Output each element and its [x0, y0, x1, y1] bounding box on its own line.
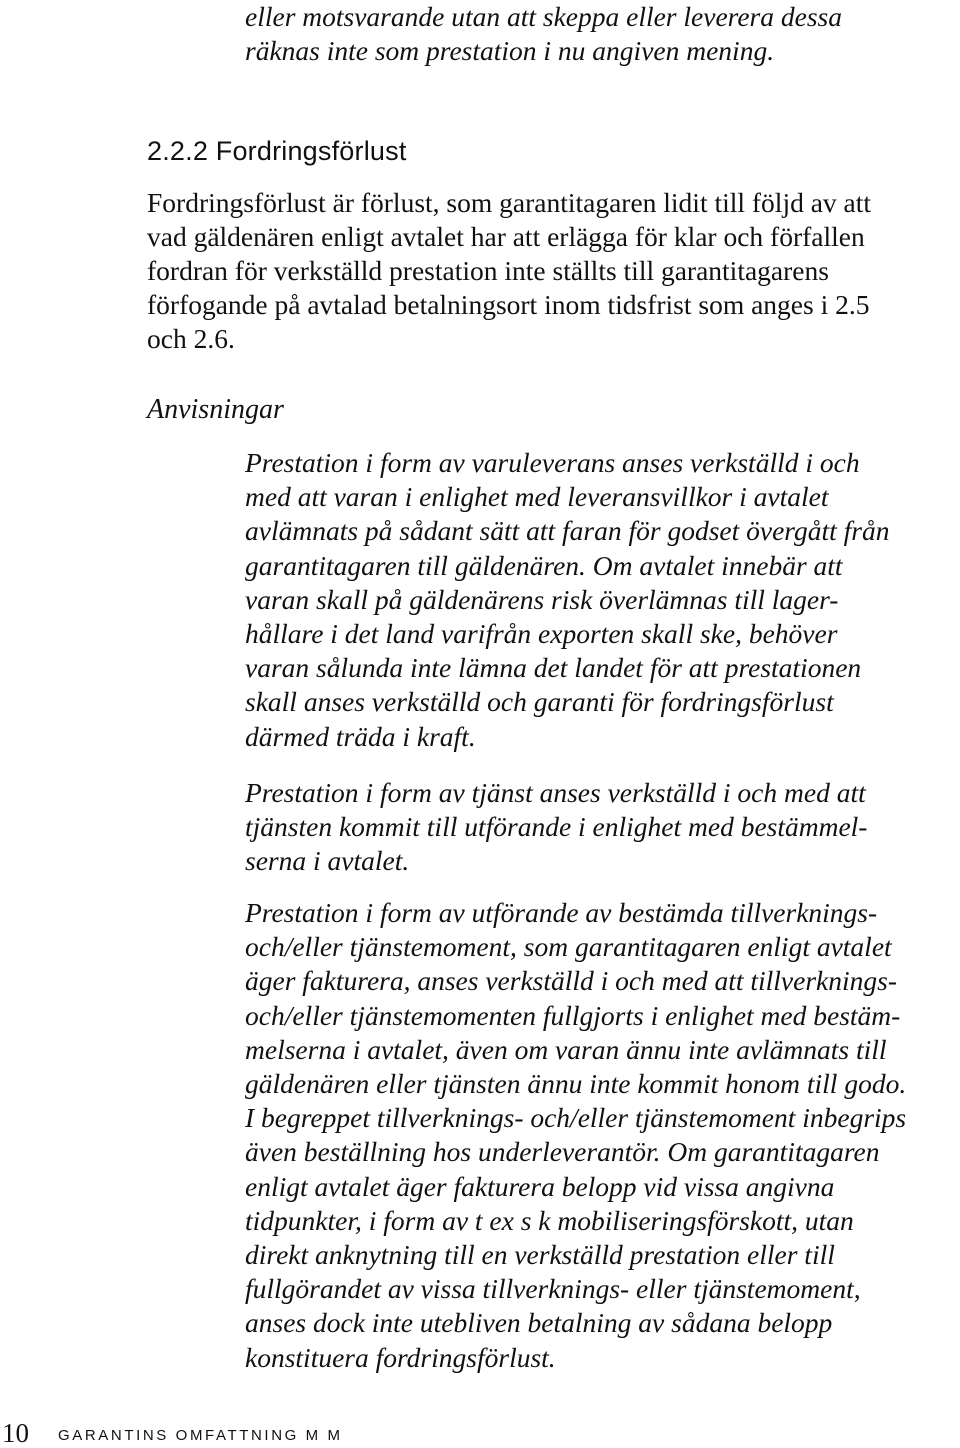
guidance-paragraph-manufacturing	[245, 896, 957, 1375]
guidance-line: och/eller tjänstemomenten fullgjorts i enlighet med bestäm-	[245, 999, 901, 1031]
guidance-line: gäldenären eller tjänsten ännu inte kommit honom till godo.	[245, 1068, 907, 1100]
intro-text	[245, 0, 945, 68]
guidance-line: tidpunkter, i form av t ex s k mobiliseringsförskott, utan	[245, 1204, 854, 1236]
section-heading: 2.2.2 Fordringsförlust	[147, 136, 407, 166]
definition-line: vad gäldenären enligt avtalet har att erlägga för klar och förfallen	[147, 221, 865, 252]
guidance-line: varan skall på gäldenärens risk överlämnas till lager-	[245, 583, 839, 615]
guidance-line: därmed träda i kraft.	[245, 720, 476, 752]
guidance-paragraph-service	[245, 776, 957, 879]
guidance-line: anses dock inte utebliven betalning av sådana belopp	[245, 1307, 833, 1339]
definition-line: och 2.6.	[147, 323, 235, 354]
guidance-line: melserna i avtalet, även om varan ännu inte avlämnats till	[245, 1033, 887, 1065]
guidance-line: och/eller tjänstemoment, som garantitagaren enligt avtalet	[245, 931, 892, 963]
definition-paragraph	[147, 186, 947, 356]
guidance-line: Prestation i form av utförande av bestämda tillverknings-	[245, 897, 878, 928]
guidance-line: hållare i det land varifrån exporten skall ske, behöver	[245, 618, 838, 650]
definition-line: förfogande på avtalad betalningsort inom tidsfrist som anges i 2.5	[147, 289, 870, 320]
page-number: 10	[2, 1418, 29, 1448]
guidance-line: varan sålunda inte lämna det landet för att prestationen	[245, 652, 862, 684]
guidance-line: konstituera fordringsförlust.	[245, 1341, 556, 1373]
guidance-line: med att varan i enlighet med leveransvillkor i avtalet	[245, 481, 829, 513]
guidance-line: I begreppet tillverknings- och/eller tjänstemoment inbegrips	[245, 1102, 907, 1134]
guidance-line: skall anses verkställd och garanti för fordringsförlust	[245, 686, 834, 718]
guidance-line: garantitagaren till gäldenären. Om avtalet innebär att	[245, 549, 843, 581]
intro-line: eller motsvarande utan att skeppa eller leverera dessa	[245, 1, 842, 32]
guidance-line: direkt anknytning till en verkställd prestation eller till	[245, 1239, 835, 1271]
guidance-paragraph-goods	[245, 446, 957, 754]
guidance-line: äger fakturera, anses verkställd i och med att tillverknings-	[245, 965, 897, 997]
guidance-line: Prestation i form av varuleverans anses verkställd i och	[245, 447, 860, 478]
guidance-line: serna i avtalet.	[245, 845, 410, 877]
guidance-heading: Anvisningar	[147, 394, 284, 425]
definition-line: fordran för verkställd prestation inte ställts till garantitagarens	[147, 255, 829, 286]
guidance-line: fullgörandet av vissa tillverknings- eller tjänstemoment,	[245, 1273, 861, 1305]
guidance-line: avlämnats på sådant sätt att faran för godset övergått från	[245, 515, 890, 547]
intro-line: räknas inte som prestation i nu angiven mening.	[245, 35, 775, 66]
definition-line: Fordringsförlust är förlust, som garantitagaren lidit till följd av att	[147, 187, 872, 218]
guidance-line: även beställning hos underleverantör. Om garantitagaren	[245, 1136, 880, 1168]
guidance-line: Prestation i form av tjänst anses verkställd i och med att	[245, 777, 866, 808]
running-title: GARANTINS OMFATTNING M M	[58, 1427, 343, 1444]
guidance-line: tjänsten kommit till utförande i enlighet med bestämmel-	[245, 811, 868, 843]
guidance-line: enligt avtalet äger fakturera belopp vid vissa angivna	[245, 1170, 835, 1202]
